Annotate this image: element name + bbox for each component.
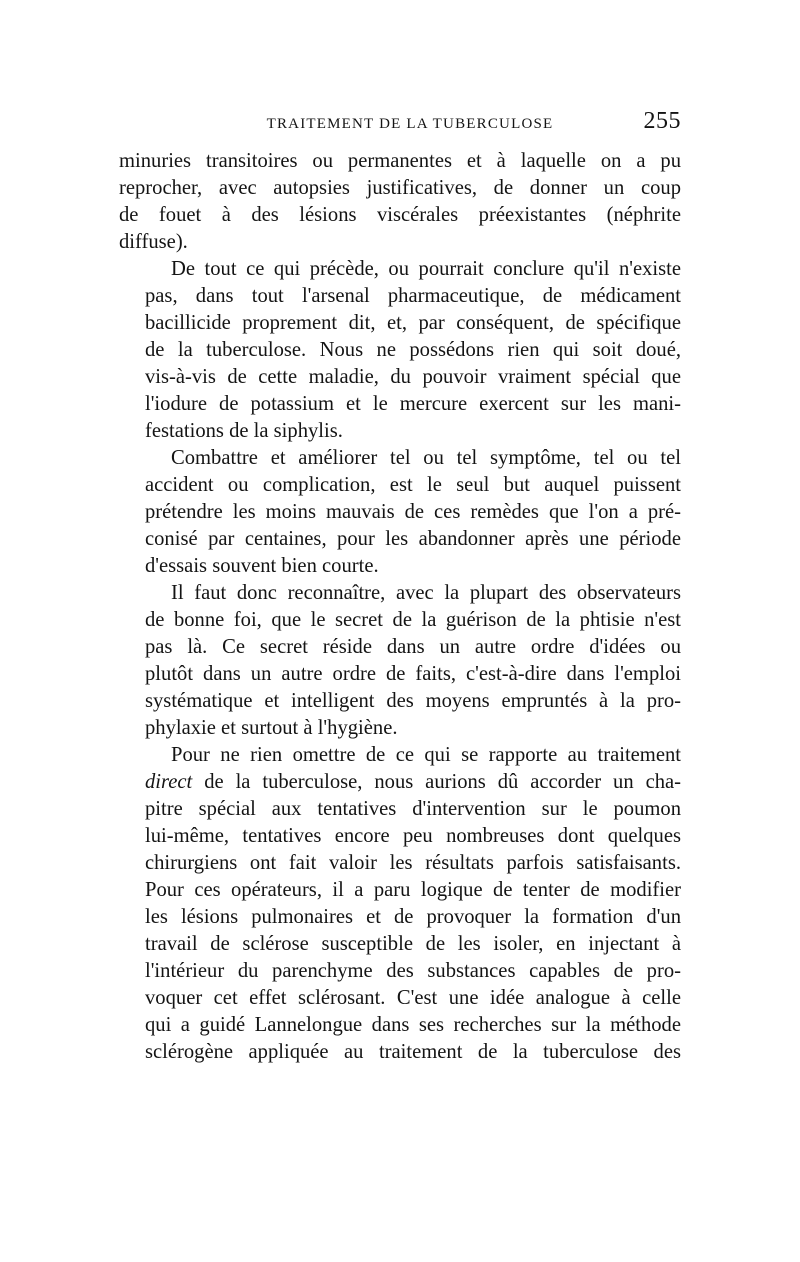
text-line: l'intérieur du parenchyme des substances capables de pro- [145,960,681,982]
text-line: accident ou complication, est le seul but auquel puissent [145,474,681,496]
text-line: phylaxie et surtout à l'hygiène. [145,717,398,739]
text-line: Pour ces opérateurs, il a paru logique de tenter de modifier [145,879,681,901]
paragraph-3 [119,445,681,580]
text-line: pitre spécial aux tentatives d'intervention sur le poumon [145,798,681,820]
body-text [119,148,681,1066]
page-header [119,108,681,148]
page-number: 255 [643,108,681,134]
text-line: travail de sclérose susceptible de les isoler, en injectant à [145,933,681,955]
running-head: TRAITEMENT DE LA TUBERCULOSE [266,116,554,132]
text-line: Il faut donc reconnaître, avec la plupart des observateurs [171,582,681,604]
text-line: De tout ce qui précède, ou pourrait conclure qu'il n'existe [171,258,681,280]
text-line: qui a guidé Lannelongue dans ses recherches sur la méthode [145,1014,681,1036]
text-line: sclérogène appliquée au traitement de la tuberculose des [145,1041,681,1063]
text-line: de fouet à des lésions viscérales préexistantes (néphrite [119,204,681,226]
text-line: systématique et intelligent des moyens empruntés à la pro- [145,690,681,712]
book-page [119,108,681,1066]
text-line: lui-même, tentatives encore peu nombreuses dont quelques [145,825,681,847]
text-line: d'essais souvent bien courte. [145,555,379,577]
text-line: plutôt dans un autre ordre de faits, c'est-à-dire dans l'emploi [145,663,681,685]
text-line: Pour ne rien omettre de ce qui se rapporte au traitement [171,744,681,766]
text-line: diffuse). [119,231,188,253]
text-line: reprocher, avec autopsies justificatives, de donner un coup [119,177,681,199]
text-line: conisé par centaines, pour les abandonner après une période [145,528,681,550]
text-line: pas, dans tout l'arsenal pharmaceutique, de médicament [145,285,681,307]
paragraph-4 [119,580,681,742]
text-line: de bonne foi, que le secret de la guérison de la phtisie n'est [145,609,681,631]
paragraph-5 [119,742,681,1066]
text-line: Combattre et améliorer tel ou tel symptôme, tel ou tel [171,447,681,469]
paragraph-2 [119,256,681,445]
text-line: bacillicide proprement dit, et, par conséquent, de spécifique [145,312,681,334]
text-line: chirurgiens ont fait valoir les résultats parfois satisfaisants. [145,852,681,874]
text-line: minuries transitoires ou permanentes et à laquelle on a pu [119,150,681,172]
text-line: de la tuberculose. Nous ne possédons rien qui soit doué, [145,339,681,361]
text-line: les lésions pulmonaires et de provoquer la formation d'un [145,906,681,928]
italic-word: direct [145,771,193,793]
text-fragment: de la tuberculose, nous aurions dû accorder un cha- [192,771,681,793]
text-line: pas là. Ce secret réside dans un autre ordre d'idées ou [145,636,681,658]
text-line-with-italic [119,769,681,796]
text-line: l'iodure de potassium et le mercure exercent sur les mani- [145,393,681,415]
text-line: prétendre les moins mauvais de ces remèdes que l'on a pré- [145,501,681,523]
text-line: voquer cet effet sclérosant. C'est une idée analogue à celle [145,987,681,1009]
text-line: vis-à-vis de cette maladie, du pouvoir vraiment spécial que [145,366,681,388]
paragraph-1 [119,148,681,256]
text-line: festations de la siphylis. [145,420,343,442]
